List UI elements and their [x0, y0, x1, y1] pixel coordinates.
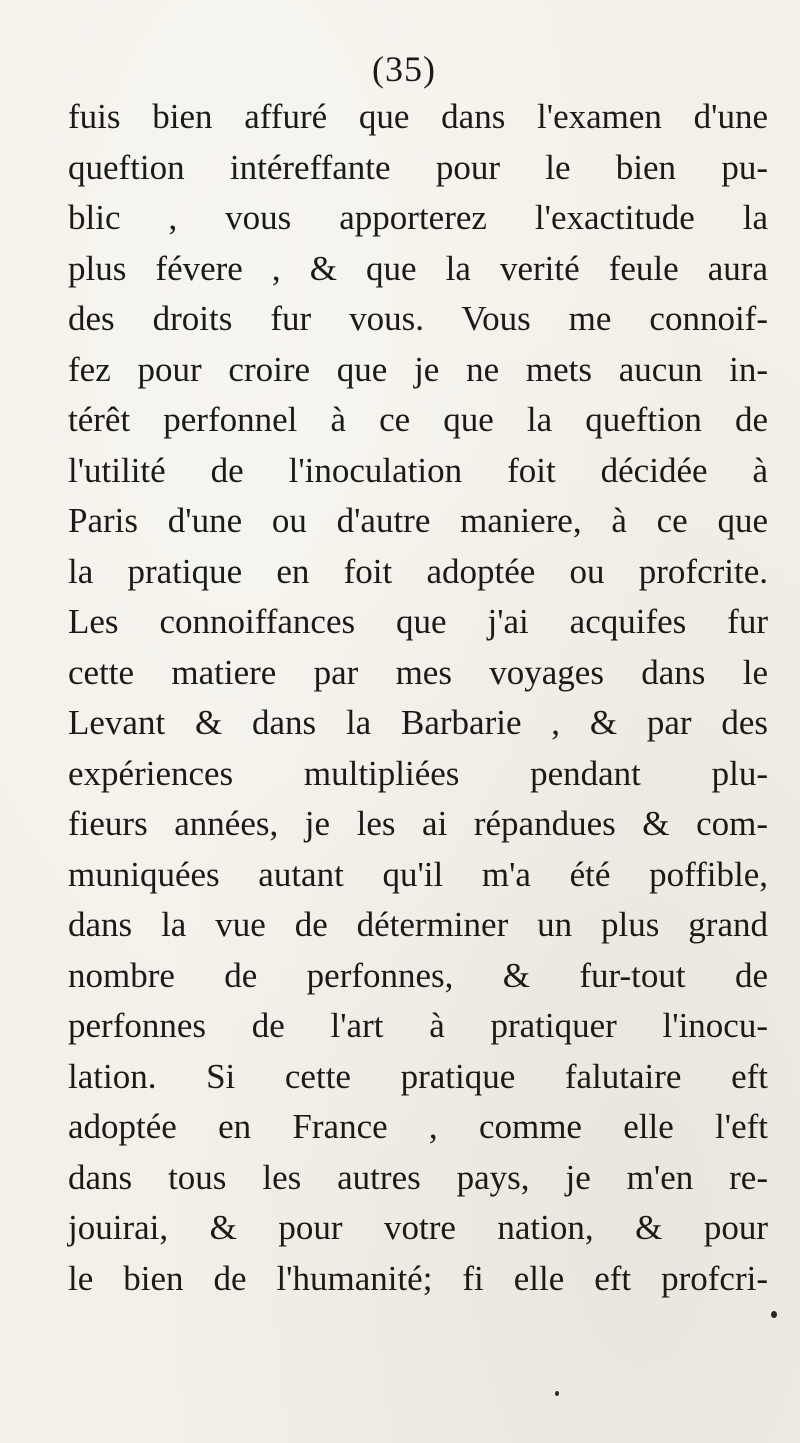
ink-speck [555, 1391, 559, 1396]
text-line: Les connoiffances que j'ai acquifes fur [68, 602, 768, 641]
text-line: nombre de perfonnes, & fur-tout de [68, 955, 768, 995]
text-line: fez pour croire que je ne mets aucun in- [68, 349, 768, 389]
text-line: des droits fur vous. Vous me connoif- [68, 299, 768, 338]
text-line: dans la vue de déterminer un plus grand [68, 905, 768, 944]
ink-speck [771, 1311, 777, 1318]
text-line: Paris d'une ou d'autre maniere, à ce que [68, 501, 768, 540]
text-line: adoptée en France , comme elle l'eft [68, 1107, 768, 1146]
text-line: dans tous les autres pays, je m'en re- [68, 1157, 768, 1197]
body-text [68, 92, 768, 1304]
text-line: l'utilité de l'inoculation foit décidée à [68, 450, 768, 490]
text-line: queftion intéreffante pour le bien pu- [68, 147, 768, 187]
text-line: térêt perfonnel à ce que la queftion de [68, 400, 768, 439]
page-number: (35) [372, 49, 436, 89]
text-line: Levant & dans la Barbarie , & par des [68, 703, 768, 742]
text-line: le bien de l'humanité; fi elle eft profcri- [68, 1258, 768, 1298]
text-line: muniquées autant qu'il m'a été poffible, [68, 854, 768, 894]
text-line: lation. Si cette pratique falutaire eft [68, 1056, 768, 1096]
text-line: cette matiere par mes voyages dans le [68, 652, 768, 692]
text-line: perfonnes de l'art à pratiquer l'inocu- [68, 1006, 768, 1045]
text-line: jouirai, & pour votre nation, & pour [68, 1208, 768, 1247]
text-line: fieurs années, je les ai répandues & com- [68, 804, 768, 843]
text-line: blic , vous apporterez l'exactitude la [68, 198, 768, 237]
text-line: expériences multipliées pendant plu- [68, 753, 768, 793]
text-line: plus févere , & que la verité feule aura [68, 248, 768, 288]
text-line: la pratique en foit adoptée ou profcrite. [68, 551, 768, 591]
text-line: fuis bien affuré que dans l'examen d'une [68, 97, 768, 136]
